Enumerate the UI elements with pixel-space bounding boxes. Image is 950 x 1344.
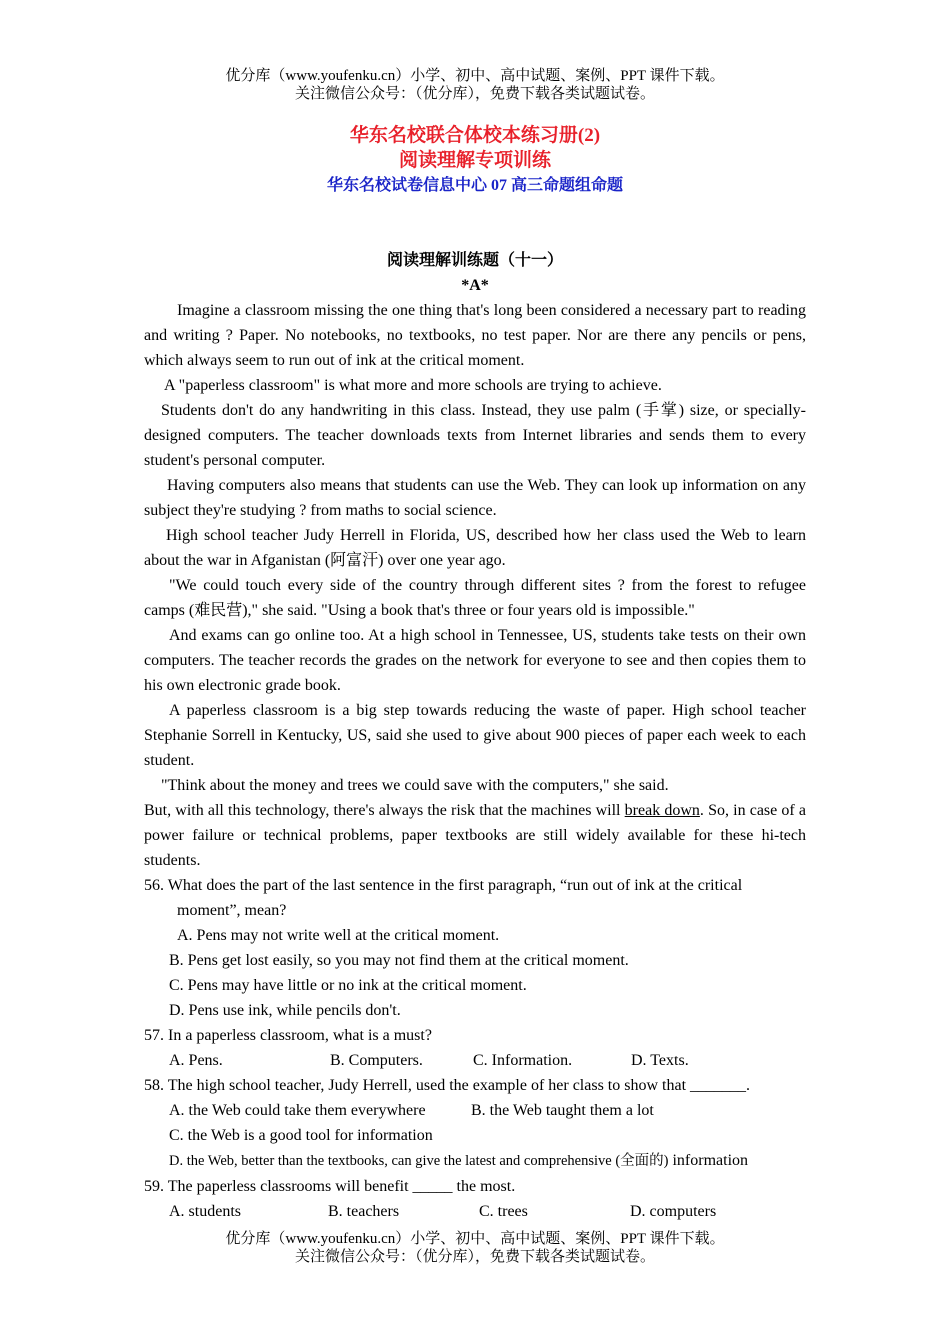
source-line: 华东名校试卷信息中心 07 高三命题组命题 — [326, 177, 623, 194]
question-58-option-d-text: D. the Web, better than the textbooks, can give the latest and comprehensive (全面的) — [169, 1153, 669, 1169]
question-57-option-c: C. Information. — [473, 1052, 573, 1069]
passage-paragraph-10 — [144, 798, 806, 873]
section-title: 阅读理解训练题（十一） — [386, 252, 563, 269]
question-59-option-a: A. students — [169, 1203, 241, 1220]
page-footer — [0, 1230, 950, 1266]
question-58-option-a: A. the Web could take them everywhere — [169, 1102, 426, 1119]
subtitle: 阅读理解专项训练 — [398, 150, 551, 171]
passage-paragraph-9: "Think about the money and trees we could save with the computers," she said. — [161, 777, 669, 794]
reading-content — [144, 298, 806, 1224]
passage-paragraph-7: And exams can go online too. At a high school in Tennessee, US, students take tests on their own computers. The teacher records the grades on the network for everyone to see and then copies them to his own electronic grade book. — [144, 627, 806, 694]
passage-paragraph-2: A "paperless classroom" is what more and more schools are trying to achieve. — [164, 377, 662, 394]
question-57-stem: 57. In a paperless classroom, what is a must? — [144, 1027, 432, 1044]
question-56-option-b: B. Pens get lost easily, so you may not find them at the critical moment. — [169, 952, 629, 969]
p10-text-a: But, with all this technology, there's always the risk that the machines will — [144, 802, 625, 819]
question-58-option-c: C. the Web is a good tool for information — [169, 1127, 433, 1144]
passage-paragraph-6: "We could touch every side of the country through different sites ? from the forest to refugee camps (难民营)," she said. "Using a book that's three or four years old is impossible." — [144, 577, 806, 619]
question-57-options — [144, 1048, 806, 1073]
passage-paragraph-1: Imagine a classroom missing the one thing that's long been considered a necessary part to reading and writing ? Paper. No notebooks, no textbooks, no test paper. Nor are there any pencils or pens, which always seem to run out of ink at the critical moment. — [144, 302, 806, 369]
question-57-option-d: D. Texts. — [631, 1052, 689, 1069]
question-56-option-a: A. Pens may not write well at the critical moment. — [177, 927, 500, 944]
question-56-option-c: C. Pens may have little or no ink at the critical moment. — [169, 977, 527, 994]
passage-paragraph-4: Having computers also means that students can use the Web. They can look up information on any subject they're studying ? from maths to social science. — [144, 477, 806, 519]
question-56-option-d: D. Pens use ink, while pencils don't. — [169, 1002, 401, 1019]
question-59-options — [144, 1199, 806, 1224]
passage-paragraph-8: A paperless classroom is a big step towards reducing the waste of paper. High school teacher Stephanie Sorrell in Kentucky, US, said she used to give about 900 pieces of paper each week to each student. — [144, 702, 806, 769]
footer-line-1: 优分库（www.youfenku.cn）小学、初中、高中试题、案例、PPT 课件下载。 — [225, 1231, 725, 1247]
question-56-stem: 56. What does the part of the last sentence in the first paragraph, “run out of ink at the critical — [144, 877, 743, 894]
underlined-phrase: break down — [624, 802, 700, 819]
page-header — [0, 67, 950, 103]
question-58-option-d-tail: information — [668, 1152, 749, 1169]
main-title: 华东名校联合体校本练习册(2) — [349, 125, 601, 146]
question-57-option-b: B. Computers. — [330, 1052, 423, 1069]
footer-line-2: 关注微信公众号：（优分库），免费下载各类试题试卷。 — [294, 1249, 655, 1265]
header-line-2: 关注微信公众号：（优分库），免费下载各类试题试卷。 — [294, 86, 655, 102]
passage-paragraph-5: High school teacher Judy Herrell in Florida, US, described how her class used the Web to learn about the war in Afganistan (阿富汗) over one year ago. — [144, 527, 806, 569]
question-57-option-a: A. Pens. — [169, 1052, 223, 1069]
question-59-stem: 59. The paperless classrooms will benefit _____ the most. — [144, 1178, 516, 1195]
question-59-option-b: B. teachers — [328, 1203, 400, 1220]
question-58-option-d — [144, 1148, 806, 1174]
question-56-stem-cont: moment”, mean? — [177, 902, 287, 919]
question-59-option-d: D. computers — [630, 1203, 717, 1220]
question-58-option-b: B. the Web taught them a lot — [471, 1102, 654, 1119]
question-59-option-c: C. trees — [479, 1203, 528, 1220]
header-line-1: 优分库（www.youfenku.cn）小学、初中、高中试题、案例、PPT 课件下载。 — [225, 68, 725, 84]
passage-paragraph-3: Students don't do any handwriting in this class. Instead, they use palm (手掌) size, or specially-designed computers. The teacher downloads texts from Internet libraries and sends them to every student's personal computer. — [144, 402, 806, 469]
question-58-stem: 58. The high school teacher, Judy Herrell, used the example of her class to show that _______. — [144, 1077, 751, 1094]
question-58-options-ab — [144, 1098, 806, 1123]
p10-text-b: . So, in case of a power failure or technical problems, paper textbooks are still widely available for these hi-tech students. — [144, 802, 807, 869]
part-label: *A* — [461, 277, 489, 294]
